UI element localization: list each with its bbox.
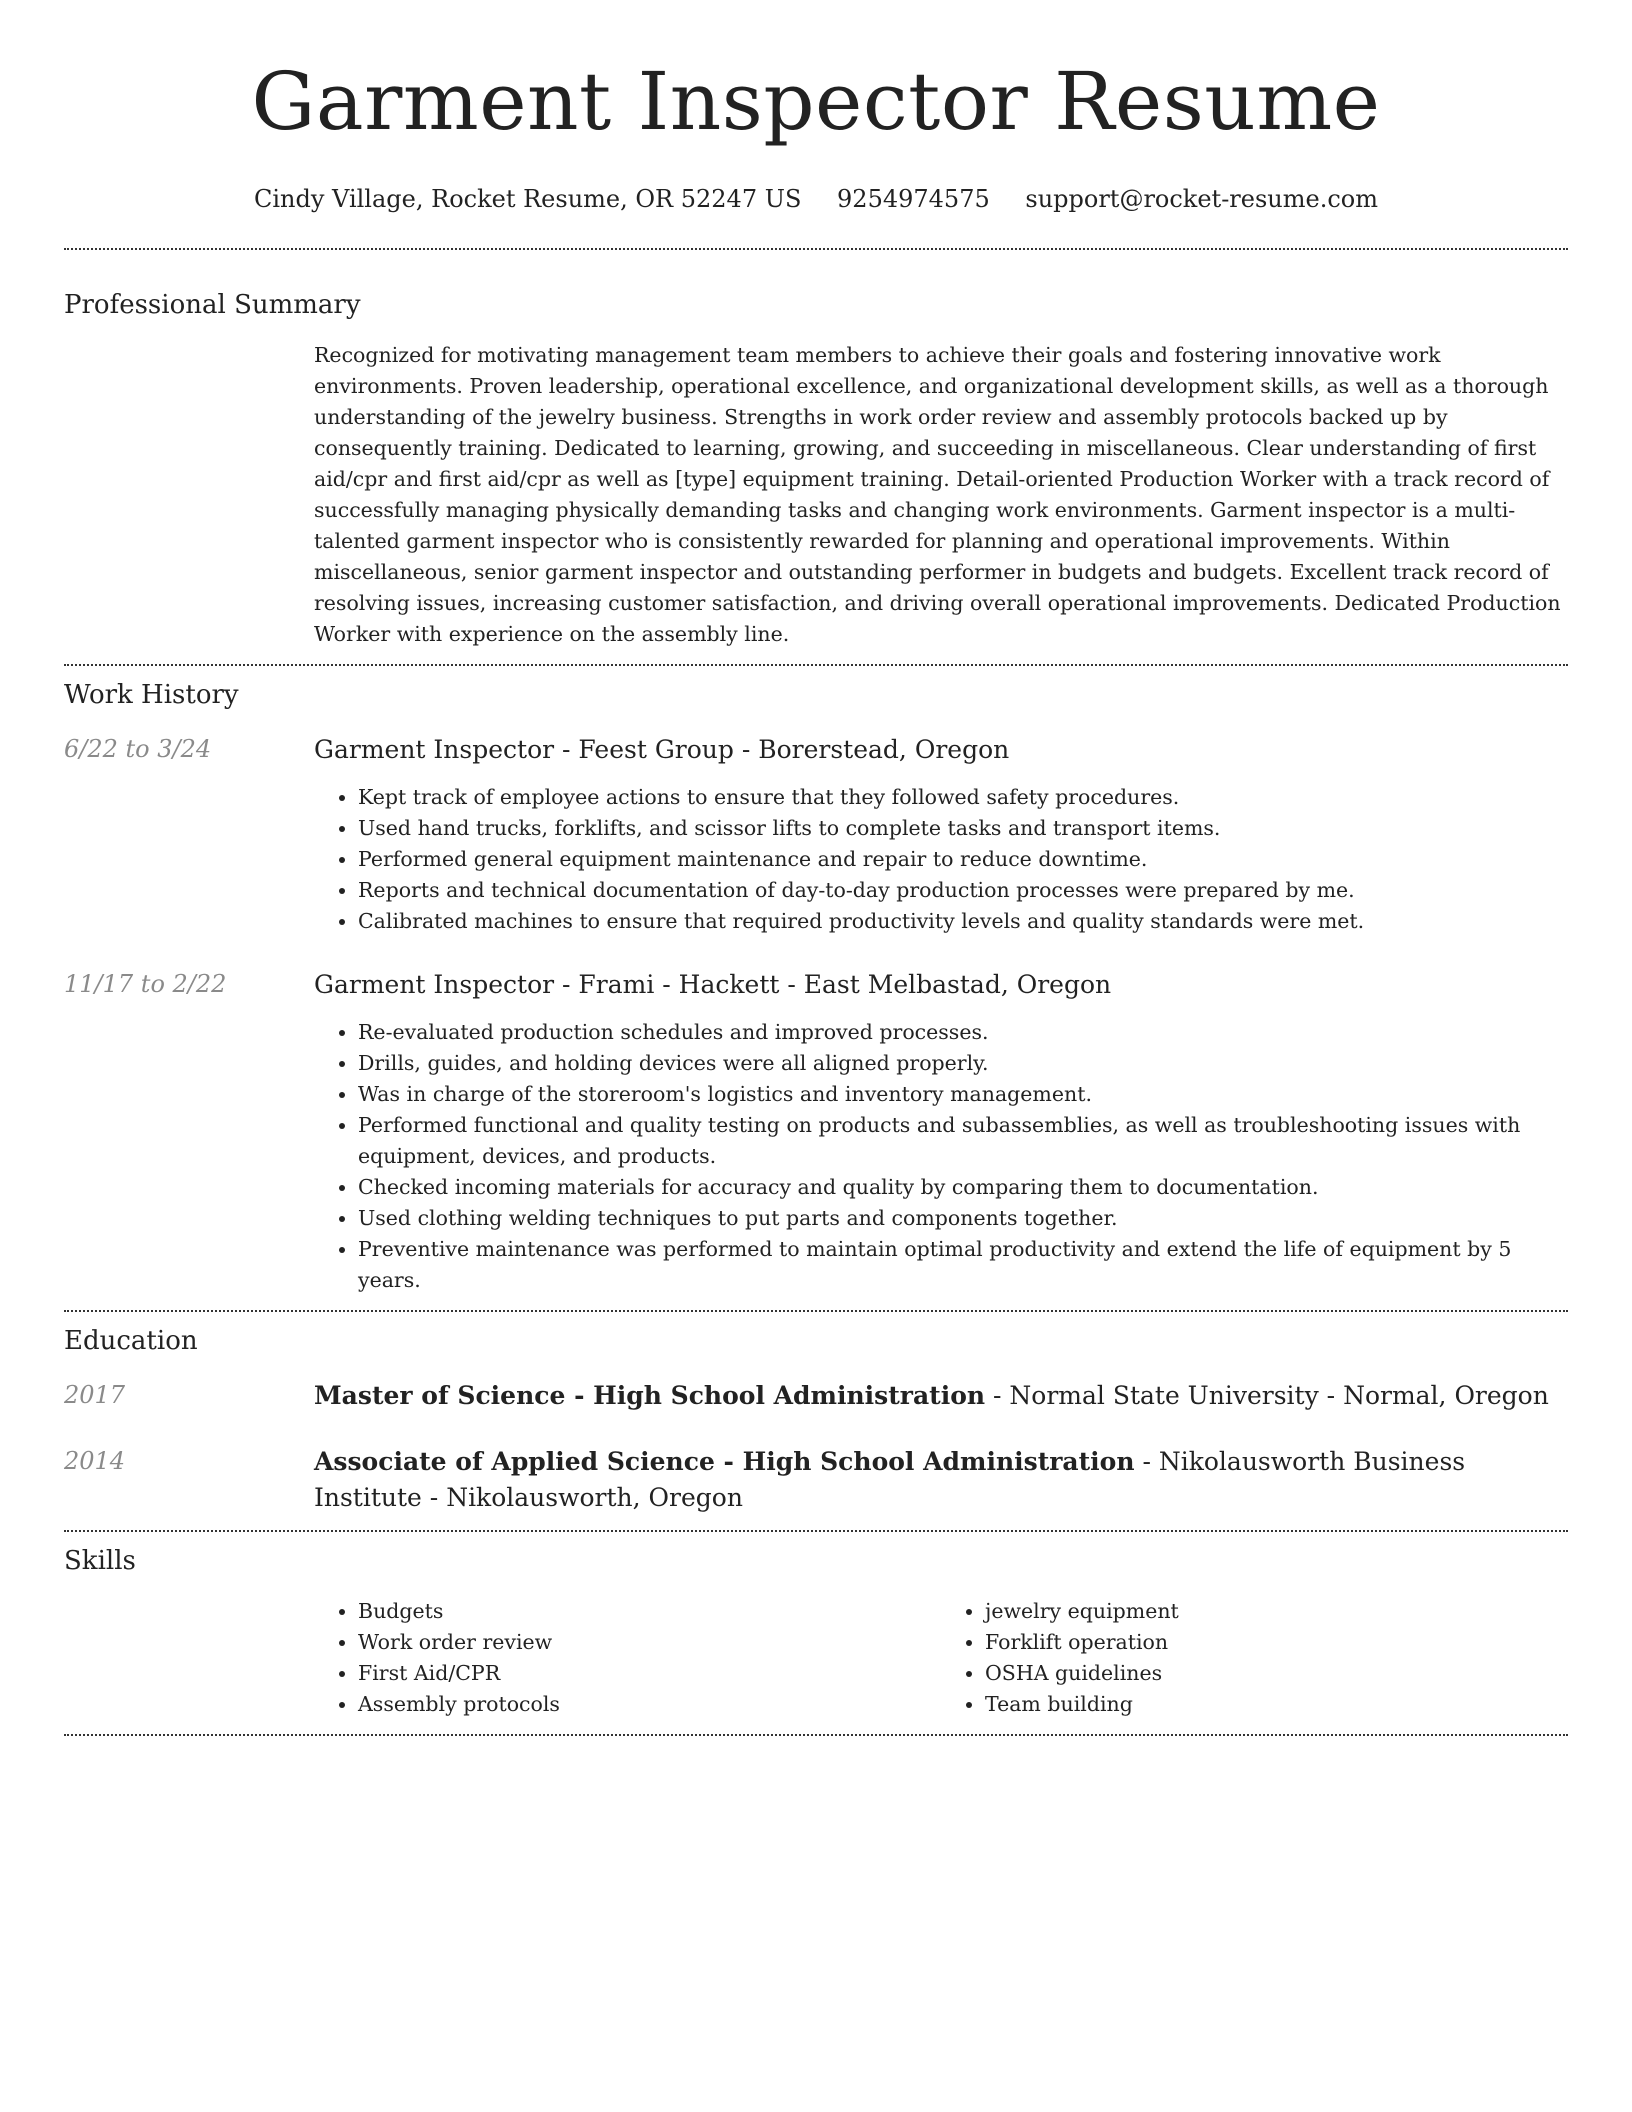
summary-text: Recognized for motivating management team members to achieve their goals and fostering innovative work environments. Proven leadership, operational excellence, and organizational development skills, as well as a thorough understanding of the jewelry business. Strengths in work order review and assembly protocols backed up by consequently training. Dedicated to learning, growing, and succeeding in miscellaneous. Clear understanding of first aid/cpr and first aid/cpr as well as [type] equipment training. Detail-oriented Production Worker with a track record of successfully managing physically demanding tasks and changing work environments. Garment inspector is a multi-talented garment inspector who is consistently rewarded for planning and operational improvements. Within miscellaneous, senior garment inspector and outstanding performer in budgets and budgets. Excellent track record of resolving issues, increasing customer satisfaction, and driving overall operational improvements. Dedicated Production Worker with experience on the assembly line. <box>314 343 1561 646</box>
education-details: Associate of Applied Science - High School Administration - Nikolausworth Business Institute - Nikolausworth, Oregon <box>314 1447 1466 1512</box>
education-school: Normal State University <box>1009 1381 1319 1410</box>
job-duty: • Drills, guides, and holding devices were all aligned properly. <box>358 1048 1568 1079</box>
summary-heading: Professional Summary <box>64 290 361 320</box>
skills-list-left <box>314 1596 941 1720</box>
job-employer: Frami - Hackett <box>578 970 780 999</box>
skills-heading: Skills <box>64 1546 136 1576</box>
job-duties <box>314 782 1568 937</box>
skills-columns <box>314 1596 1568 1720</box>
education-heading: Education <box>64 1326 198 1356</box>
education-section <box>64 1312 1568 1530</box>
job-duty: • Was in charge of the storeroom's logistics and inventory management. <box>358 1079 1568 1110</box>
job-duty: • Used hand trucks, forklifts, and scissor lifts to complete tasks and transport items. <box>358 813 1568 844</box>
job-heading: Garment Inspector - Frami - Hackett - East Melbastad, Oregon <box>314 970 1112 999</box>
job-duty: • Performed functional and quality testing on products and subassemblies, as well as troubleshooting issues with equipment, devices, and products. <box>358 1110 1568 1172</box>
job-employer: Feest Group <box>578 735 734 764</box>
job-title: Garment Inspector <box>314 970 555 999</box>
job-title: Garment Inspector <box>314 735 555 764</box>
contact-email: support@rocket-resume.com <box>1025 185 1378 213</box>
skill-item: • OSHA guidelines <box>985 1658 1568 1689</box>
education-year: 2014 <box>64 1447 126 1475</box>
skill-item: • Work order review <box>358 1627 941 1658</box>
divider <box>64 1734 1568 1736</box>
job-duties <box>314 1017 1568 1296</box>
education-location: Nikolausworth, Oregon <box>446 1483 743 1512</box>
job-duty: • Used clothing welding techniques to put parts and components together. <box>358 1203 1568 1234</box>
job-duty: • Kept track of employee actions to ensure that they followed safety procedures. <box>358 782 1568 813</box>
job-location: East Melbastad, Oregon <box>803 970 1112 999</box>
contact-phone: 9254974575 <box>837 185 990 213</box>
job-entry <box>64 967 1568 1296</box>
summary-section <box>64 250 1568 664</box>
contact-address: Cindy Village, Rocket Resume, OR 52247 US <box>254 185 802 213</box>
job-location: Borerstead, Oregon <box>758 735 1010 764</box>
skill-item: • jewelry equipment <box>985 1596 1568 1627</box>
job-heading: Garment Inspector - Feest Group - Borerstead, Oregon <box>314 735 1010 764</box>
skills-list-right <box>941 1596 1568 1720</box>
job-duty: • Calibrated machines to ensure that required productivity levels and quality standards were met. <box>358 906 1568 937</box>
education-details: Master of Science - High School Administration - Normal State University - Normal, Oregon <box>314 1381 1549 1410</box>
education-year: 2017 <box>64 1381 126 1409</box>
education-location: Normal, Oregon <box>1343 1381 1549 1410</box>
education-degree: Associate of Applied Science - High School Administration <box>314 1447 1135 1476</box>
education-school: Nikolausworth Business Institute <box>314 1447 1466 1512</box>
skill-item: • Budgets <box>358 1596 941 1627</box>
education-entry <box>64 1444 1568 1516</box>
job-duty: • Performed general equipment maintenance and repair to reduce downtime. <box>358 844 1568 875</box>
education-degree: Master of Science - High School Administration <box>314 1381 986 1410</box>
resume-title: Garment Inspector Resume <box>251 55 1381 148</box>
education-entry <box>64 1378 1568 1414</box>
job-duty: • Preventive maintenance was performed to maintain optimal productivity and extend the life of equipment by 5 years. <box>358 1234 1568 1296</box>
job-dates: 11/17 to 2/22 <box>64 970 227 998</box>
skill-item: • Forklift operation <box>985 1627 1568 1658</box>
job-dates: 6/22 to 3/24 <box>64 735 212 763</box>
skills-section <box>64 1532 1568 1734</box>
job-duty: • Reports and technical documentation of day-to-day production processes were prepared by me. <box>358 875 1568 906</box>
skill-item: • Team building <box>985 1689 1568 1720</box>
job-duty: • Checked incoming materials for accuracy and quality by comparing them to documentation. <box>358 1172 1568 1203</box>
skill-item: • First Aid/CPR <box>358 1658 941 1689</box>
work-history-heading: Work History <box>64 680 239 710</box>
job-duty: • Re-evaluated production schedules and improved processes. <box>358 1017 1568 1048</box>
work-history-section <box>64 666 1568 1310</box>
contact-line <box>64 184 1568 214</box>
skill-item: • Assembly protocols <box>358 1689 941 1720</box>
job-entry <box>64 732 1568 937</box>
